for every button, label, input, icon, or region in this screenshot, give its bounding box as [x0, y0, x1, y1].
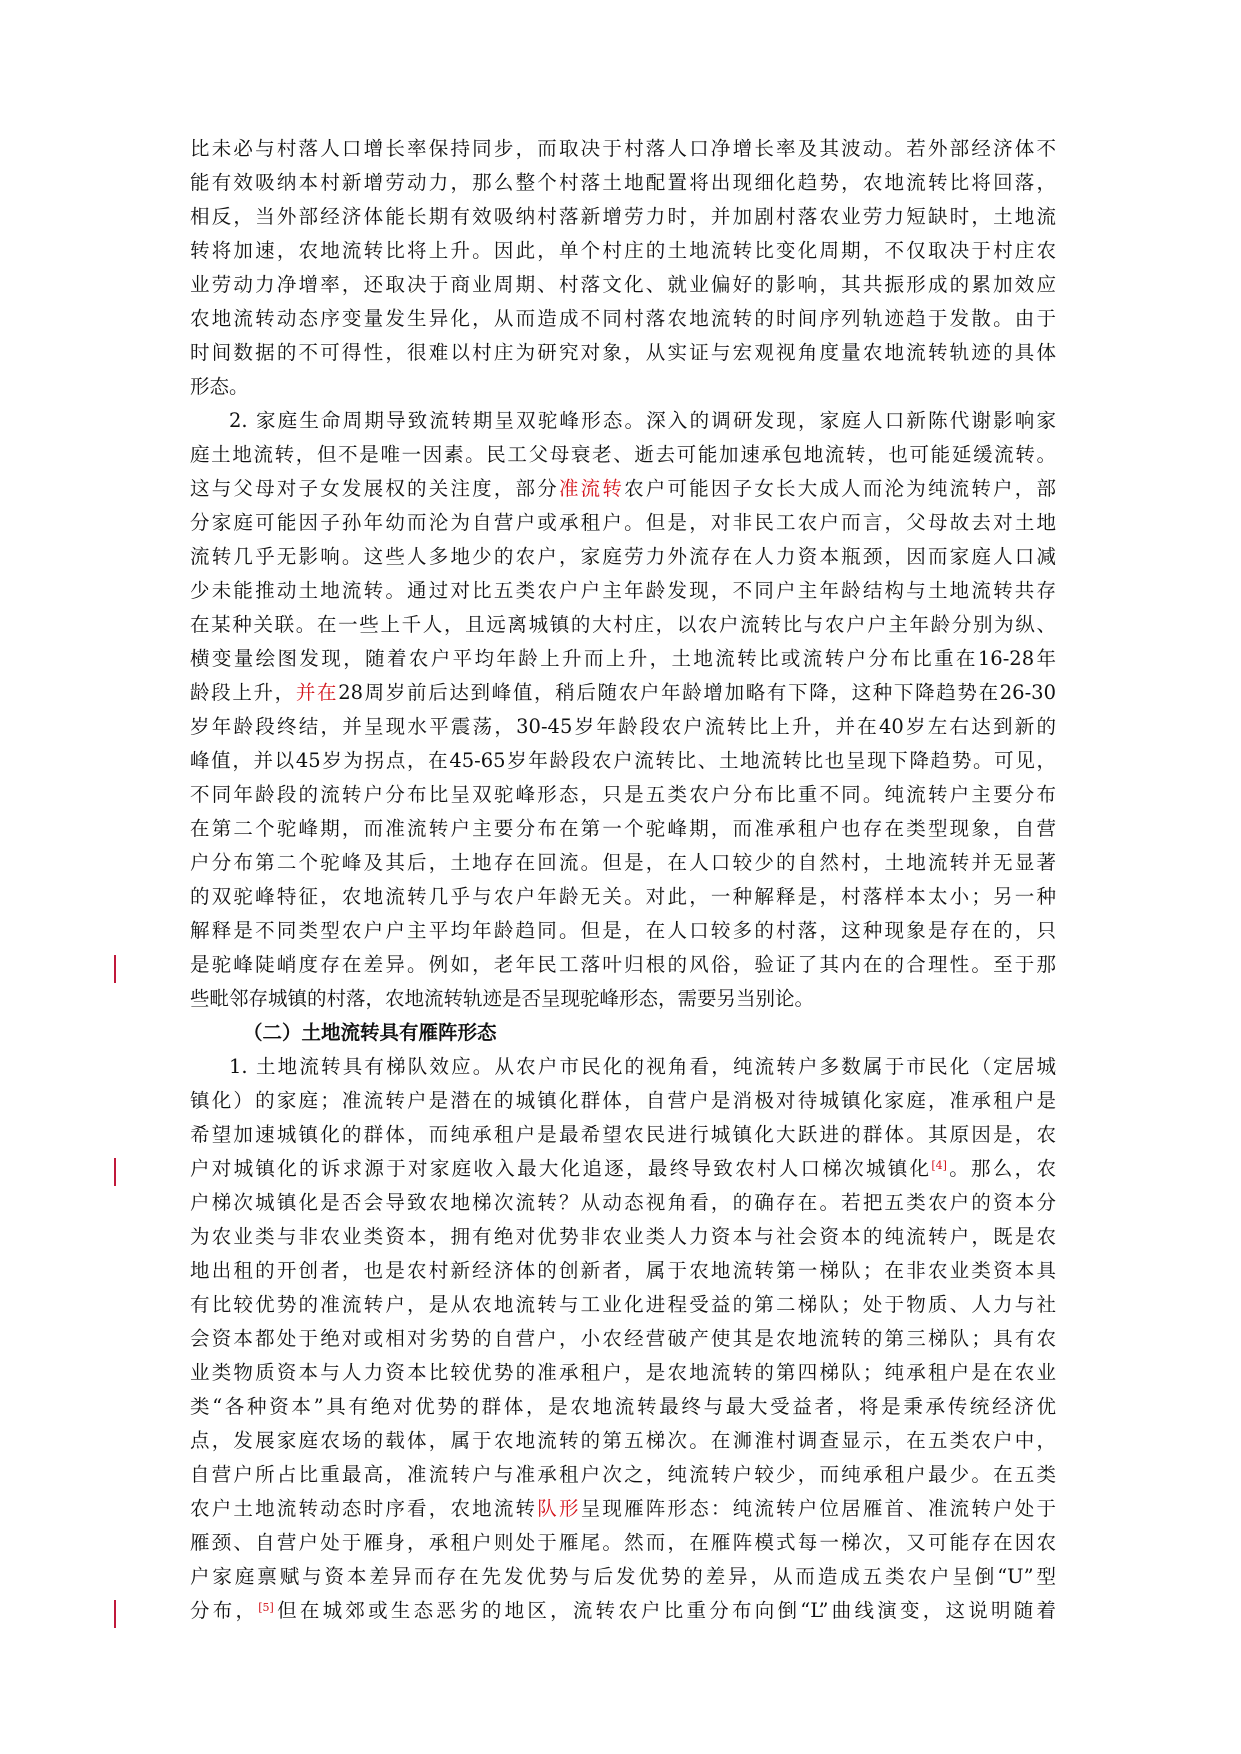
text-run: 农户可能因子女长大成人而沦为纯流转户，部 — [624, 477, 1056, 500]
text-line: 是驼峰陡峭度存在差异。例如，老年民工落叶归根的风俗，验证了其内在的合理性。至于那 — [190, 953, 1056, 976]
text-line — [190, 1594, 1056, 1628]
text-line: 庭土地流转，但不是唯一因素。民工父母衰老、逝去可能加速承包地流转，也可能延缓流转。 — [190, 443, 1056, 466]
text-line: 2. 家庭生命周期导致流转期呈双驼峰形态。深入的调研发现，家庭人口新陈代谢影响家 — [229, 409, 1056, 432]
text-line: 自营户所占比重最高，准流转户与准承租户次之，纯流转户较少，而纯承租户最少。在五类 — [190, 1463, 1056, 1486]
text-run: 呈现雁阵形态：纯流转户位居雁首、准流转户处于 — [580, 1497, 1056, 1520]
text-line: 在某种关联。在一些上千人，且远离城镇的大村庄，以农户流转比与农户户主年龄分别为纵、 — [190, 613, 1056, 636]
text-line: 户家庭禀赋与资本差异而存在先发优势与后发优势的差异，从而造成五类农户呈倒“U”型 — [190, 1565, 1056, 1588]
change-bar — [114, 955, 116, 983]
text-line: 转将加速，农地流转比将上升。因此，单个村庄的土地流转比变化周期，不仅取决于村庄农 — [190, 239, 1056, 262]
text-line: 些毗邻存城镇的村落，农地流转轨迹是否呈现驼峰形态，需要另当别论。 — [190, 987, 815, 1010]
text-line: 横变量绘图发现，随着农户平均年龄上升而上升，土地流转比或流转户分布比重在16-28年 — [190, 647, 1056, 670]
revision-mark: 队形 — [537, 1497, 581, 1520]
text-line: 1. 土地流转具有梯队效应。从农户市民化的视角看，纯流转户多数属于市民化（定居城 — [229, 1055, 1056, 1078]
revision-mark: 并在 — [295, 681, 339, 704]
text-line: 比未必与村落人口增长率保持同步，而取决于村落人口净增长率及其波动。若外部经济体不 — [190, 137, 1056, 160]
text-line — [190, 676, 1056, 710]
text-line: 解释是不同类型农户户主平均年龄趋同。但是，在人口较多的村落，这种现象是存在的，只 — [190, 919, 1056, 942]
citation-ref[interactable]: [4] — [931, 1159, 947, 1172]
text-line: 业类物质资本与人力资本比较优势的准承租户，是农地流转的第四梯队；纯承租户是在农业 — [190, 1361, 1056, 1384]
text-line: 在第二个驼峰期，而准流转户主要分布在第一个驼峰期，而准承租户也存在类型现象，自营 — [190, 817, 1056, 840]
text-line: 点，发展家庭农场的载体，属于农地流转的第五梯次。在浉淮村调查显示，在五类农户中， — [190, 1429, 1056, 1452]
text-line: 地出租的开创者，也是农村新经济体的创新者，属于农地流转第一梯队；在非农业类资本具 — [190, 1259, 1056, 1282]
text-line: 类“各种资本”具有绝对优势的群体，是农地流转最终与最大受益者，将是秉承传统经济优 — [190, 1395, 1056, 1418]
text-line: 为农业类与非农业类资本，拥有绝对优势非农业类人力资本与社会资本的纯流转户，既是农 — [190, 1225, 1056, 1248]
text-run: 分布， — [190, 1599, 259, 1622]
text-line: 能有效吸纳本村新增劳动力，那么整个村落土地配置将出现细化趋势，农地流转比将回落， — [190, 171, 1056, 194]
text-line: 雁颈、自营户处于雁身，承租户则处于雁尾。然而，在雁阵模式每一梯次，又可能存在因农 — [190, 1531, 1056, 1554]
text-run: 这与父母对子女发展权的关注度，部分 — [190, 477, 559, 500]
change-bar — [114, 1600, 116, 1628]
text-line: 业劳动力净增率，还取决于商业周期、村落文化、就业偏好的影响，其共振形成的累加效应 — [190, 273, 1056, 296]
text-line — [190, 472, 1056, 506]
text-line: 流转几乎无影响。这些人多地少的农户，家庭劳力外流存在人力资本瓶颈，因而家庭人口减 — [190, 545, 1056, 568]
text-line: 户分布第二个驼峰及其后，土地存在回流。但是，在人口较少的自然村，土地流转并无显著 — [190, 851, 1056, 874]
text-line: 相反，当外部经济体能长期有效吸纳村落新增劳力时，并加剧村落农业劳力短缺时，土地流 — [190, 205, 1056, 228]
text-line: 分家庭可能因子孙年幼而沦为自营户或承租户。但是，对非民工农户而言，父母故去对土地 — [190, 511, 1056, 534]
text-line: 农地流转动态序变量发生异化，从而造成不同村落农地流转的时间序列轨迹趋于发散。由于 — [190, 307, 1056, 330]
citation-ref[interactable]: [5] — [258, 1601, 274, 1614]
text-line: 镇化）的家庭；准流转户是潜在的城镇化群体，自营户是消极对待城镇化家庭，准承租户是 — [190, 1089, 1056, 1112]
text-line: 形态。 — [190, 375, 249, 398]
text-line: 有比较优势的准流转户，是从农地流转与工业化进程受益的第二梯队；处于物质、人力与社 — [190, 1293, 1056, 1316]
text-line: 少未能推动土地流转。通过对比五类农户户主年龄发现，不同户主年龄结构与土地流转共存 — [190, 579, 1056, 602]
text-run: 户对城镇化的诉求源于对家庭收入最大化追逐，最终导致农村人口梯次城镇化 — [190, 1157, 932, 1180]
text-run: 龄段上升， — [190, 681, 296, 704]
text-line: 不同年龄段的流转户分布比呈双驼峰形态，只是五类农户分布比重不同。纯流转户主要分布 — [190, 783, 1056, 806]
text-run: 但在城郊或生态恶劣的地区，流转农户比重分布向倒“L”曲线演变，这说明随着 — [273, 1599, 1056, 1622]
text-line: 岁年龄段终结，并呈现水平震荡，30-45岁年龄段农户流转比上升，并在40岁左右达到新的 — [190, 715, 1056, 738]
section-heading: （二）土地流转具有雁阵形态 — [243, 1021, 497, 1044]
text-line — [190, 1152, 1056, 1186]
text-line: 会资本都处于绝对或相对劣势的自营户，小农经营破产使其是农地流转的第三梯队；具有农 — [190, 1327, 1056, 1350]
text-line: 的双驼峰特征，农地流转几乎与农户年龄无关。对此，一种解释是，村落样本太小；另一种 — [190, 885, 1056, 908]
text-line: 时间数据的不可得性，很难以村庄为研究对象，从实证与宏观视角度量农地流转轨迹的具体 — [190, 341, 1056, 364]
text-line: 希望加速城镇化的群体，而纯承租户是最希望农民进行城镇化大跃进的群体。其原因是，农 — [190, 1123, 1056, 1146]
text-line: 峰值，并以45岁为拐点，在45-65岁年龄段农户流转比、土地流转比也呈现下降趋势。可见， — [190, 749, 1056, 772]
text-line — [190, 1492, 1056, 1526]
text-run: 28周岁前后达到峰值，稍后随农户年龄增加略有下降，这种下降趋势在26-30 — [338, 681, 1056, 704]
text-run: 农户土地流转动态时序看，农地流转 — [190, 1497, 538, 1520]
change-bar — [114, 1158, 116, 1186]
text-run: 。那么，农 — [946, 1157, 1056, 1180]
text-line: 户梯次城镇化是否会导致农地梯次流转？从动态视角看，的确存在。若把五类农户的资本分 — [190, 1191, 1056, 1214]
revision-mark: 准流转 — [558, 477, 625, 500]
